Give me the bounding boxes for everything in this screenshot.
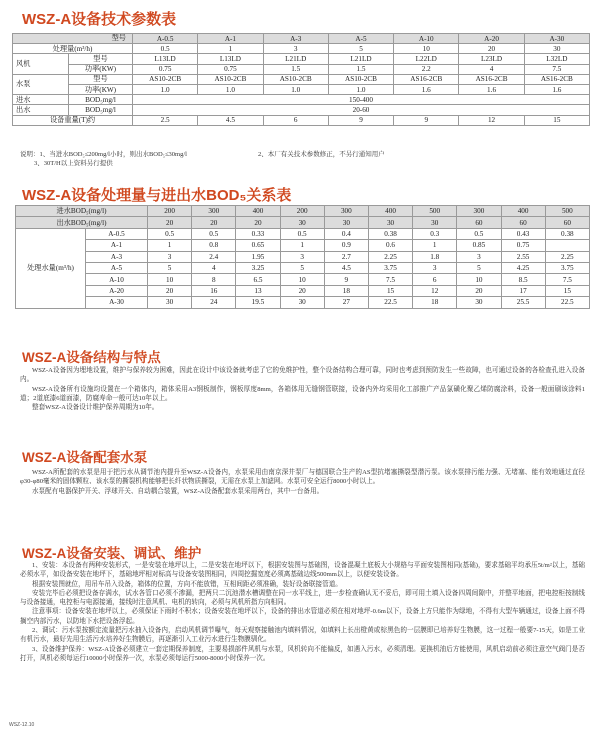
spec-cell: 0.75 [133, 64, 198, 74]
relation-cell: 3.25 [236, 262, 280, 273]
relation-cell: 0.5 [148, 228, 192, 239]
relation-cell: 0.43 [501, 228, 545, 239]
relation-model: A-5 [86, 262, 148, 273]
spec-fan-group: 风机 [13, 54, 69, 74]
relation-table [15, 205, 590, 309]
relation-model: A-20 [86, 285, 148, 296]
relation-model: A-30 [86, 297, 148, 308]
spec-cell: 1.0 [263, 84, 328, 94]
relation-cell: 0.38 [545, 228, 589, 239]
paragraph: WSZ-A设备所有设施均设置在一个箱体内，箱体采用A3钢板制作，钢板厚度8mm，各箱体用无缝钢管联接，设备内外均采用化工部推广产品氯磺化聚乙烯防腐涂料，设备一般面刷该涂料1道；2道底漆6道面漆，防腐寿命一般可达10年以上。 [20, 385, 585, 402]
paragraph: 安装完毕后必须把设备存满水，试水各管口必须不渗漏，把两只二沉池潜水槽调整在同一水平线上，进一步检查确认无不妥后，即可用土填入设备四周间隙中，并整平地面，把电控柜按制线与设备接通，电控柜与电源接通，接线时注意风机、电机的转向，必须与风机所指方向相同。 [20, 589, 585, 607]
relation-cell: 3 [457, 251, 501, 262]
relation-cell: 27 [324, 297, 368, 308]
relation-outlet-value: 20 [192, 217, 236, 228]
relation-cell: 19.5 [236, 297, 280, 308]
spec-pump-model-label: 型号 [69, 74, 133, 84]
spec-row-pump-model [13, 74, 590, 84]
spec-model: A-30 [524, 34, 589, 44]
spec-cell: 1 [198, 44, 263, 54]
relation-inlet-value: 400 [236, 206, 280, 217]
spec-row-fan-model [13, 54, 590, 64]
spec-cell: 0.5 [133, 44, 198, 54]
relation-cell: 0.5 [280, 228, 324, 239]
relation-outlet-value: 60 [545, 217, 589, 228]
spec-cell: 12 [459, 115, 524, 125]
spec-pump-power-label: 功率(KW) [69, 84, 133, 94]
relation-cell: 8.5 [501, 274, 545, 285]
relation-inlet-value: 300 [457, 206, 501, 217]
relation-cell: 17 [501, 285, 545, 296]
section-title-spec: WSZ-A设备技术参数表 [22, 11, 177, 28]
relation-cell: 22.5 [545, 297, 589, 308]
spec-cell: 1.6 [394, 84, 459, 94]
spec-row-pump-power [13, 84, 590, 94]
spec-cell: 6 [263, 115, 328, 125]
relation-cell: 30 [148, 297, 192, 308]
spec-row-capacity [13, 44, 590, 54]
relation-cell: 4.25 [501, 262, 545, 273]
paragraph: WSZ-A所配套的水泵是用于把污水从调节池内提升至WSZ-A设备内，水泵采用由南京深井泵厂与德国联合生产的AS型抗堵塞撕裂型潜污泵。该水泵排污能力强、无堵塞、能有效地通过直径φ30-φ80毫米的固体颗粒、该水泵的撕裂机构能够把长纤状物质撕裂，无需在水泵上加滤网。水泵可安全运行8000小时以上。 [20, 469, 585, 486]
relation-cell: 5 [280, 262, 324, 273]
spec-pump-group: 水泵 [13, 74, 69, 94]
paragraph: 整套WSZ-A设备设计维护保养周期为10年。 [32, 404, 159, 412]
relation-cell: 9 [324, 274, 368, 285]
spec-cell: L23LD [459, 54, 524, 64]
relation-inlet-value: 200 [148, 206, 192, 217]
note-2: 2、本厂有关技术参数修正，不另行通知用户 [258, 151, 385, 158]
relation-outlet-value: 60 [457, 217, 501, 228]
spec-row-outlet [13, 105, 590, 115]
relation-cell: 3.75 [545, 262, 589, 273]
spec-inlet-value: 150-400 [133, 95, 590, 105]
relation-outlet-value: 30 [413, 217, 457, 228]
section-title-pump: WSZ-A设备配套水泵 [22, 450, 148, 465]
pump-text [20, 468, 585, 496]
relation-cell: 8 [192, 274, 236, 285]
relation-row [16, 228, 590, 239]
spec-inlet-label: BOD₅mg/l [69, 95, 133, 105]
relation-row [16, 251, 590, 262]
relation-cell: 0.65 [236, 240, 280, 251]
relation-cell: 3.75 [368, 262, 412, 273]
relation-cell: 1 [413, 240, 457, 251]
relation-cell: 20 [148, 285, 192, 296]
relation-group-label: 处理水量(m³/h) [16, 228, 86, 308]
spec-cell: L13LD [133, 54, 198, 64]
relation-cell: 0.9 [324, 240, 368, 251]
relation-cell: 20 [457, 285, 501, 296]
relation-inlet-value: 200 [280, 206, 324, 217]
spec-cell: 4.5 [198, 115, 263, 125]
spec-cell: 4 [459, 64, 524, 74]
relation-inlet-value: 300 [192, 206, 236, 217]
spec-cell: AS10-2CB [263, 74, 328, 84]
relation-outlet-value: 30 [368, 217, 412, 228]
relation-cell: 20 [280, 285, 324, 296]
relation-outlet-value: 20 [236, 217, 280, 228]
relation-inlet-value: 400 [501, 206, 545, 217]
section-title-relation: WSZ-A设备处理量与进出水BOD₅关系表 [22, 187, 292, 204]
relation-cell: 1 [280, 240, 324, 251]
relation-cell: 0.38 [368, 228, 412, 239]
spec-row-fan-power [13, 64, 590, 74]
spec-cell: AS10-2CB [328, 74, 393, 84]
relation-outlet-value: 30 [324, 217, 368, 228]
spec-cell: 9 [394, 115, 459, 125]
spec-cell: 3 [263, 44, 328, 54]
relation-cell: 30 [280, 297, 324, 308]
spec-model: A-5 [328, 34, 393, 44]
relation-cell: 10 [457, 274, 501, 285]
relation-model: A-3 [86, 251, 148, 262]
spec-fan-power-label: 功率(KW) [69, 64, 133, 74]
relation-cell: 0.75 [501, 240, 545, 251]
spec-fan-model-label: 型号 [69, 54, 133, 64]
page-footer: WSZ-12.10 [9, 722, 35, 728]
paragraph: 3、设备维护保养：WSZ-A设备必须建立一套定期保养制度，主要易损部件风机与水泵，风机转向不能偏反，如遇入污水，必须清理。更换机油后方能使用，风机启动前必须注意空气阀门是否打开，风机必须每运行10000小时保养一次，水泵必须每运行5000-8000小时保养一次。 [20, 645, 585, 662]
spec-cell: 15 [524, 115, 589, 125]
spec-cell: L21LD [263, 54, 328, 64]
spec-outlet-label: BOD₅mg/l [69, 105, 133, 115]
paragraph: 2、调试：污水泵按额定流量把污水抽入设备内，启动风机调节曝气，每天观察接触池内填料情况，如填料上长出橙黄或棕黑色的一层膜即已培养好生物膜，这一过程一般要7-15天，如是工业有机污水，最好先用生活污水培养好生物膜后，再逐渐引入工业污水进行生物膜驯化。 [20, 627, 585, 644]
spec-row-weight [13, 115, 590, 125]
relation-outlet-value: 60 [501, 217, 545, 228]
relation-cell: 18 [324, 285, 368, 296]
relation-cell: 6 [413, 274, 457, 285]
relation-row-outlet [16, 217, 590, 228]
spec-cell: AS10-2CB [133, 74, 198, 84]
relation-cell: 2.25 [545, 251, 589, 262]
relation-cell: 7.5 [545, 274, 589, 285]
spec-cell: 1.6 [524, 84, 589, 94]
spec-table [12, 33, 590, 126]
relation-cell [545, 240, 589, 251]
relation-cell: 2.4 [192, 251, 236, 262]
spec-cell: L13LD [198, 54, 263, 64]
spec-cell: 5 [328, 44, 393, 54]
relation-cell: 10 [148, 274, 192, 285]
spec-cell: 7.5 [524, 64, 589, 74]
spec-cell: AS16-2CB [459, 74, 524, 84]
relation-cell: 5 [457, 262, 501, 273]
paragraph: 1、安装：本设备有两种安装形式，一是安装在地坪以上，二是安装在地坪以下，根据安装图与基础图，设备混凝土底板大小规格与平面安装图相同(基础)，要求基础平均承压5t/m²以上，基础必须水平，如设备安装在地坪下，基础地坪相对标高与设备安装图相同，四周挖掘宽度必须离基础边线500mm以上，以便安装设备。 [20, 562, 585, 579]
note-3: 3、30T/H以上资料另行提供 [34, 160, 113, 167]
install-text [20, 561, 585, 663]
spec-cell: 1.6 [459, 84, 524, 94]
spec-inlet-group: 进水 [13, 95, 69, 105]
spec-weight-label: 设备重量(T)约 [13, 115, 133, 125]
spec-model: A-20 [459, 34, 524, 44]
paragraph: 根据安装图就位，用吊车吊入设备，箱体的位置，方向不能放错，互相间距必须准确，装好设备联接管道。 [32, 580, 342, 588]
spec-model: A-3 [263, 34, 328, 44]
spec-cell: L21LD [328, 54, 393, 64]
relation-cell: 0.5 [192, 228, 236, 239]
relation-row [16, 285, 590, 296]
relation-row-inlet [16, 206, 590, 217]
spec-cell: AS16-2CB [524, 74, 589, 84]
spec-cell: 2.2 [394, 64, 459, 74]
relation-model: A-0.5 [86, 228, 148, 239]
spec-model: A-0.5 [133, 34, 198, 44]
spec-cell: AS16-2CB [394, 74, 459, 84]
relation-cell: 15 [545, 285, 589, 296]
spec-cell: 1.0 [133, 84, 198, 94]
relation-cell: 30 [457, 297, 501, 308]
relation-cell: 3 [148, 251, 192, 262]
spec-cell: 30 [524, 44, 589, 54]
relation-cell: 2.7 [324, 251, 368, 262]
relation-inlet-label: 进水BOD₅(mg/l) [16, 206, 148, 217]
spec-cell: 1.5 [263, 64, 328, 74]
spec-cell: L32LD [524, 54, 589, 64]
spec-cell: 1.5 [328, 64, 393, 74]
relation-row [16, 297, 590, 308]
spec-cell: 0.75 [198, 64, 263, 74]
relation-outlet-value: 30 [280, 217, 324, 228]
relation-cell: 13 [236, 285, 280, 296]
spec-capacity-label: 处理量(m³/h) [13, 44, 133, 54]
relation-cell: 3 [280, 251, 324, 262]
paragraph: WSZ-A设备因为埋地设置，维护与保养较为困难，因此在设计中该设备就考虑了它的免维护性，整个设备结构合理可靠，同时也考虑到预防发生一些故障，也可通过设备的各检查孔进入设备内。 [20, 367, 585, 384]
relation-cell: 4 [192, 262, 236, 273]
relation-cell: 5 [148, 262, 192, 273]
relation-inlet-value: 500 [413, 206, 457, 217]
relation-model: A-10 [86, 274, 148, 285]
spec-row-model [13, 34, 590, 44]
spec-cell: 10 [394, 44, 459, 54]
structure-text [20, 366, 585, 412]
relation-cell: 0.6 [368, 240, 412, 251]
spec-cell: 2.5 [133, 115, 198, 125]
section-title-install: WSZ-A设备安装、调试、维护 [22, 546, 202, 561]
relation-cell: 0.3 [413, 228, 457, 239]
spec-cell: 1.0 [328, 84, 393, 94]
paragraph: 注意事项：设备安装在地坪以上，必须保证下雨时不积水；设备安装在地坪以下，设备的排出水管道必须在相对地坪-0.6m以下，设备上方只能作为绿地，不得有大型车辆通过，设备上面不得搁空内部污水，以防地下水把设备浮起。 [20, 608, 585, 625]
spec-cell: 20 [459, 44, 524, 54]
relation-cell: 3 [413, 262, 457, 273]
relation-cell: 6.5 [236, 274, 280, 285]
relation-row [16, 240, 590, 251]
relation-cell: 0.85 [457, 240, 501, 251]
relation-row [16, 262, 590, 273]
note-1: 说明：1、当进水BOD₅≤200mg/l小时，则出水BOD₅≤30mg/l [20, 151, 187, 158]
paragraph: 水泵配有电器保护开关、浮球开关、自动耦合装置，WSZ-A设备配套水泵采用两台，其中一台备用。 [32, 487, 324, 495]
spec-model: A-1 [198, 34, 263, 44]
relation-cell: 12 [413, 285, 457, 296]
relation-cell: 0.4 [324, 228, 368, 239]
relation-cell: 2.25 [368, 251, 412, 262]
relation-outlet-value: 20 [148, 217, 192, 228]
relation-cell: 4.5 [324, 262, 368, 273]
relation-model: A-1 [86, 240, 148, 251]
spec-outlet-group: 出水 [13, 105, 69, 115]
spec-cell: 9 [328, 115, 393, 125]
spec-model: A-10 [394, 34, 459, 44]
relation-cell: 1.95 [236, 251, 280, 262]
relation-cell: 24 [192, 297, 236, 308]
spec-cell: AS10-2CB [198, 74, 263, 84]
relation-cell: 0.33 [236, 228, 280, 239]
spec-row-inlet [13, 95, 590, 105]
spec-outlet-value: 20-60 [133, 105, 590, 115]
relation-inlet-value: 300 [324, 206, 368, 217]
spec-model-label-cell: 型号 [13, 34, 133, 44]
relation-row [16, 274, 590, 285]
relation-cell: 15 [368, 285, 412, 296]
relation-cell: 1 [148, 240, 192, 251]
relation-cell: 18 [413, 297, 457, 308]
relation-cell: 10 [280, 274, 324, 285]
relation-outlet-label: 出水BOD₅(mg/l) [16, 217, 148, 228]
spec-cell: 1.0 [198, 84, 263, 94]
relation-cell: 7.5 [368, 274, 412, 285]
relation-inlet-value: 400 [368, 206, 412, 217]
relation-cell: 0.5 [457, 228, 501, 239]
relation-inlet-value: 500 [545, 206, 589, 217]
section-title-structure: WSZ-A设备结构与特点 [22, 350, 161, 365]
relation-cell: 0.8 [192, 240, 236, 251]
relation-cell: 22.5 [368, 297, 412, 308]
relation-cell: 2.55 [501, 251, 545, 262]
spec-cell: L22LD [394, 54, 459, 64]
relation-cell: 16 [192, 285, 236, 296]
relation-cell: 1.8 [413, 251, 457, 262]
relation-cell: 25.5 [501, 297, 545, 308]
